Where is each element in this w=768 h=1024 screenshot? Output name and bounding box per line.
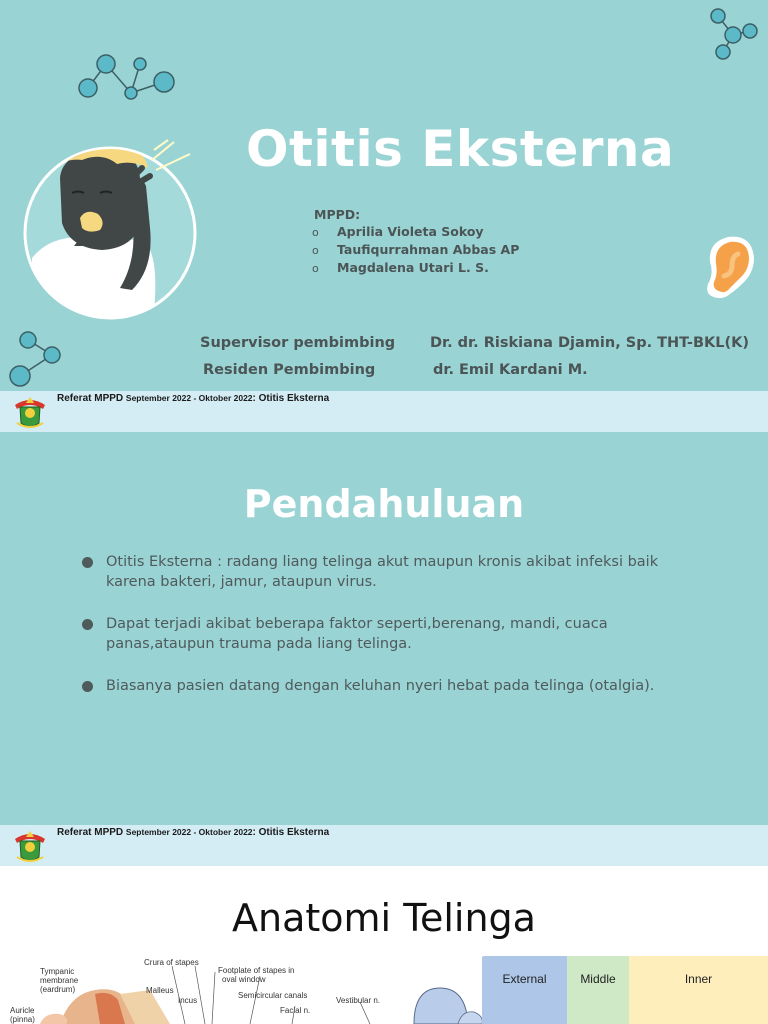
university-logo bbox=[11, 393, 49, 431]
slide-title: Pendahuluan bbox=[243, 482, 525, 526]
footer-date: September 2022 - Oktober 2022 bbox=[125, 393, 253, 403]
intro-slide bbox=[0, 432, 768, 866]
supervisor-value: Dr. dr. Riskiana Djamin, Sp. THT-BKL(K) bbox=[430, 335, 749, 351]
bullet-text: Biasanya pasien datang dengan keluhan nyeri hebat pada telinga (otalgia). bbox=[106, 678, 655, 694]
zone-middle: Middle bbox=[567, 956, 629, 1024]
bullet-dot bbox=[82, 557, 93, 568]
anatomy-label: Incus bbox=[178, 996, 198, 1005]
molecule-icon bbox=[706, 6, 760, 62]
list-item bbox=[80, 552, 700, 592]
list-bullet: o bbox=[312, 262, 319, 275]
resident-value: dr. Emil Kardani M. bbox=[433, 362, 588, 378]
footer-part: : Otitis Eksterna bbox=[252, 827, 330, 838]
footer-part: : Otitis Eksterna bbox=[252, 393, 330, 404]
footer-part: Referat MPPD bbox=[57, 393, 126, 404]
slide-title: Anatomi Telinga bbox=[232, 896, 536, 940]
member-item bbox=[312, 241, 519, 259]
zone-external: External bbox=[482, 956, 567, 1024]
list-item bbox=[80, 676, 700, 696]
anatomy-label: membrane bbox=[40, 976, 79, 985]
anatomy-label: Tympanic bbox=[40, 967, 75, 976]
zone-inner: Inner bbox=[629, 956, 768, 1024]
list-item bbox=[80, 614, 700, 654]
bullet-text: Dapat terjadi akibat beberapa faktor seperti,berenang, mandi, cuaca panas,ataupun trauma pada liang telinga. bbox=[106, 616, 608, 652]
anatomy-slide bbox=[0, 866, 768, 1024]
molecule-icon bbox=[6, 328, 64, 390]
headache-person-illustration bbox=[22, 138, 202, 328]
supervisor-label: Supervisor pembimbing bbox=[200, 335, 396, 351]
list-bullet: o bbox=[312, 244, 319, 257]
molecule-icon bbox=[74, 52, 180, 102]
anatomy-label: Vestibular n. bbox=[336, 996, 381, 1005]
member-item bbox=[312, 223, 519, 241]
anatomy-label: Facial n. bbox=[280, 1006, 311, 1015]
slide-footer bbox=[0, 825, 768, 866]
university-logo bbox=[11, 827, 49, 865]
member-list bbox=[312, 223, 519, 277]
bullet-text: Otitis Eksterna : radang liang telinga akut maupun kronis akibat infeksi baik karena bakteri, jamur, ataupun virus. bbox=[106, 554, 659, 590]
title-slide bbox=[0, 0, 768, 432]
anatomy-label: oval window bbox=[222, 975, 266, 984]
footer-text bbox=[57, 393, 329, 404]
resident-label: Residen Pembimbing bbox=[203, 362, 376, 378]
anatomy-label: Crura of stapes bbox=[144, 958, 199, 967]
anatomy-label: Semicircular canals bbox=[238, 991, 308, 1000]
bullet-dot bbox=[82, 681, 93, 692]
bullet-dot bbox=[82, 619, 93, 630]
slide-title: Otitis Eksterna bbox=[246, 120, 675, 178]
anatomy-label: (eardrum) bbox=[40, 985, 76, 994]
footer-date: September 2022 - Oktober 2022 bbox=[125, 827, 253, 837]
anatomy-label: Footplate of stapes in bbox=[218, 966, 295, 975]
anatomy-label: Auricle bbox=[10, 1006, 35, 1015]
anatomy-label: (pinna) bbox=[10, 1015, 35, 1024]
ear-icon bbox=[698, 232, 762, 302]
bullet-list bbox=[80, 552, 700, 718]
footer-text bbox=[57, 827, 329, 838]
member-name: Aprilia Violeta Sokoy bbox=[337, 224, 484, 239]
member-item bbox=[312, 259, 519, 277]
anatomy-label: Malleus bbox=[146, 986, 174, 995]
member-name: Magdalena Utari L. S. bbox=[337, 260, 489, 275]
list-bullet: o bbox=[312, 226, 319, 239]
slide-footer bbox=[0, 391, 768, 432]
mppd-label: MPPD: bbox=[314, 207, 361, 222]
footer-part: Referat MPPD bbox=[57, 827, 126, 838]
member-name: Taufiqurrahman Abbas AP bbox=[337, 242, 520, 257]
